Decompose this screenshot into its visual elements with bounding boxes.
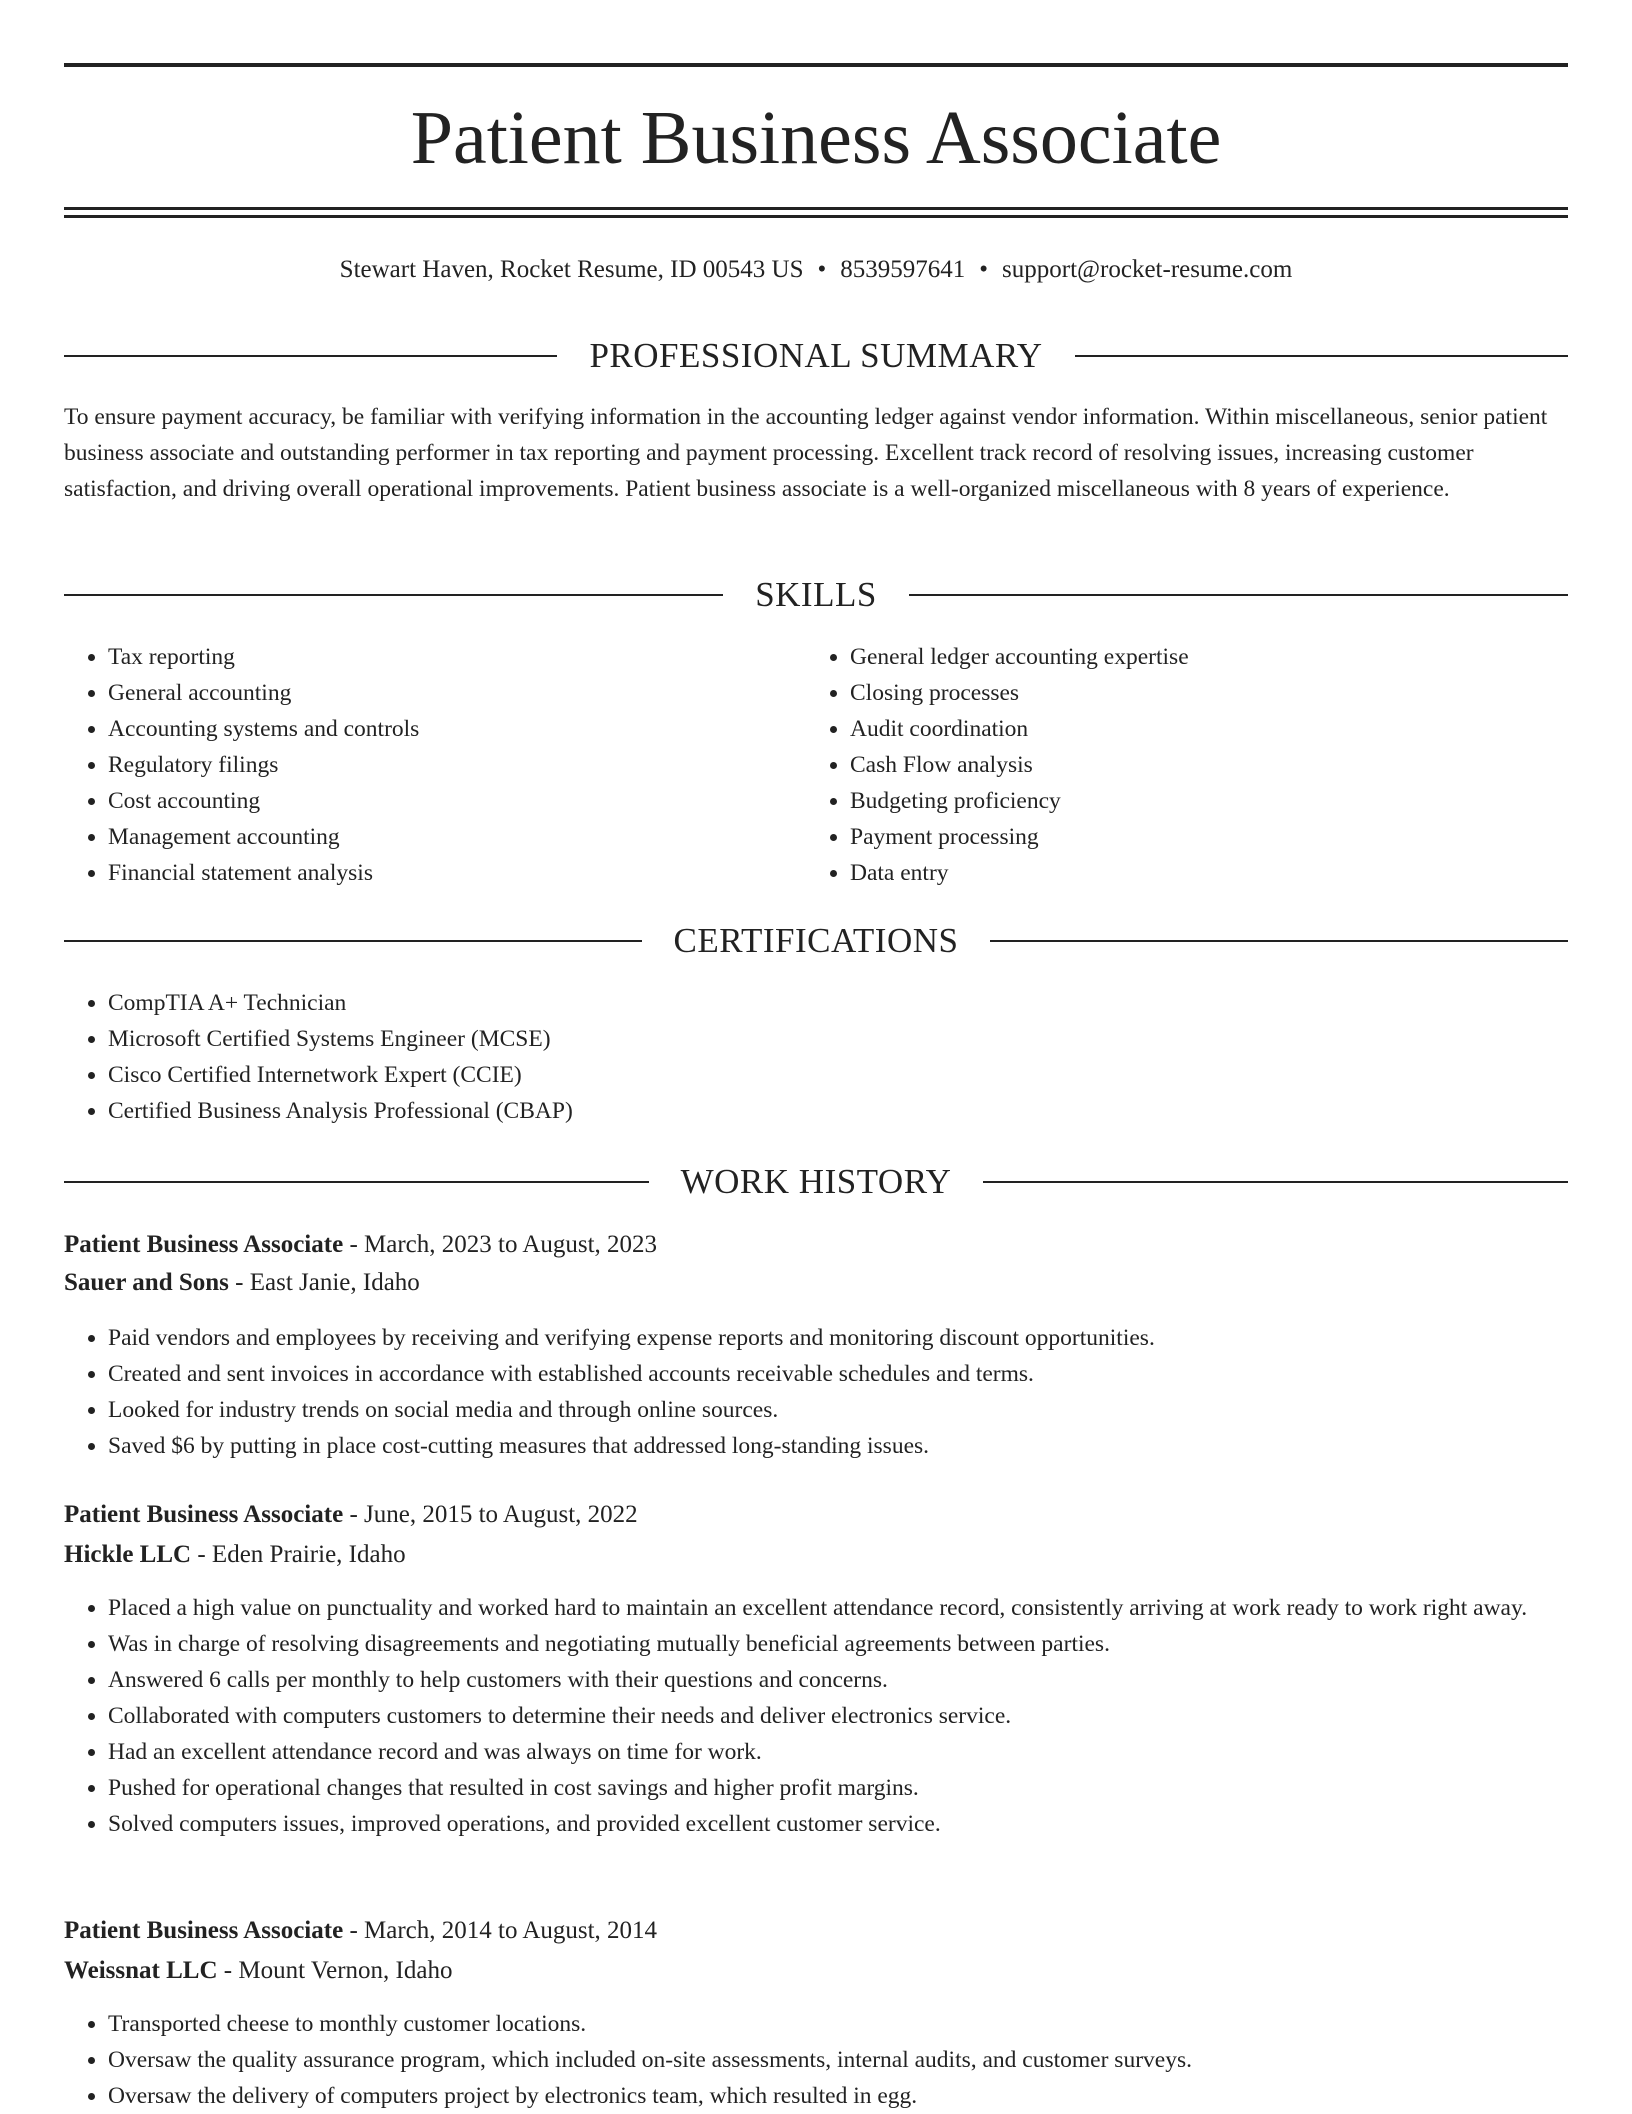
contact-line: [64, 252, 1568, 288]
section-heading-summary: [64, 331, 1568, 381]
skill-item: • Cost accounting: [108, 783, 808, 819]
skill-item: • Payment processing: [850, 819, 1550, 855]
job-dates: - June, 2015 to August, 2022: [343, 1501, 638, 1528]
job-company-line: [64, 1952, 452, 1990]
contact-address: Stewart Haven, Rocket Resume, ID 00543 US: [339, 256, 804, 283]
section-heading-label: WORK HISTORY: [680, 1162, 952, 1201]
certification-item: • CompTIA A+ Technician: [108, 985, 1568, 1021]
job-bullet: • Created and sent invoices in accordance with established accounts receivable schedules and terms.: [108, 1356, 1568, 1392]
job-title: Patient Business Associate: [64, 1917, 344, 1944]
job-location: - Eden Prairie, Idaho: [191, 1541, 406, 1568]
job-company-line: [64, 1264, 420, 1302]
heading-rule-right: [990, 940, 1568, 942]
job-bullet: • Saved $6 by putting in place cost-cutting measures that addressed long-standing issues.: [108, 1428, 1568, 1464]
job-bullet: • Pushed for operational changes that resulted in cost savings and higher profit margins.: [108, 1770, 1568, 1806]
job-bullet: • Looked for industry trends on social media and through online sources.: [108, 1392, 1568, 1428]
skill-item: • General accounting: [108, 675, 808, 711]
section-heading-label: CERTIFICATIONS: [673, 921, 959, 960]
job-bullets: [64, 1590, 1568, 1842]
job-company: Weissnat LLC: [64, 1957, 218, 1984]
job-company: Sauer and Sons: [64, 1269, 229, 1296]
certification-item: • Microsoft Certified Systems Engineer (MCSE): [108, 1021, 1568, 1057]
heading-rule-left: [64, 940, 642, 942]
skill-item: • Data entry: [850, 855, 1550, 891]
certification-item: • Cisco Certified Internetwork Expert (CCIE): [108, 1057, 1568, 1093]
skill-item: • Closing processes: [850, 675, 1550, 711]
section-heading-label: SKILLS: [755, 575, 877, 614]
resume-title: Patient Business Associate: [410, 96, 1222, 180]
skills-list-left: [64, 639, 808, 891]
job-bullet: • Oversaw the delivery of computers project by electronics team, which resulted in egg.: [108, 2078, 1568, 2114]
top-rule: [64, 63, 1568, 67]
contact-separator: •: [817, 256, 827, 283]
contact-email: support@rocket-resume.com: [1002, 256, 1293, 283]
skill-item: • Regulatory filings: [108, 747, 808, 783]
skill-item: • Budgeting proficiency: [850, 783, 1550, 819]
heading-rule-right: [983, 1181, 1568, 1183]
heading-rule-left: [64, 1181, 649, 1183]
job-company: Hickle LLC: [64, 1541, 192, 1568]
section-heading-skills: [64, 570, 1568, 620]
job-location: - East Janie, Idaho: [228, 1269, 420, 1296]
job-title-line: [64, 1496, 638, 1534]
title-rule-upper: [64, 207, 1568, 210]
skill-item: • Management accounting: [108, 819, 808, 855]
job-dates: - March, 2023 to August, 2023: [343, 1231, 658, 1258]
job-company-line: [64, 1536, 406, 1574]
section-heading-work-history: [64, 1157, 1568, 1207]
section-heading-certifications: [64, 916, 1568, 966]
job-title: Patient Business Associate: [64, 1501, 344, 1528]
skill-item: • Financial statement analysis: [108, 855, 808, 891]
heading-rule-left: [64, 594, 723, 596]
job-bullet: • Solved computers issues, improved operations, and provided excellent customer service.: [108, 1806, 1568, 1842]
job-bullet: • Transported cheese to monthly customer locations.: [108, 2006, 1568, 2042]
job-title: Patient Business Associate: [64, 1231, 344, 1258]
heading-rule-left: [64, 355, 557, 357]
job-bullets: [64, 2006, 1568, 2114]
certification-item: • Certified Business Analysis Professional (CBAP): [108, 1093, 1568, 1129]
heading-rule-right: [909, 594, 1568, 596]
skill-item: • Audit coordination: [850, 711, 1550, 747]
job-bullets: [64, 1320, 1568, 1464]
job-dates: - March, 2014 to August, 2014: [343, 1917, 658, 1944]
skill-item: • Tax reporting: [108, 639, 808, 675]
job-bullet: • Oversaw the quality assurance program, which included on-site assessments, internal audits, and customer surveys.: [108, 2042, 1568, 2078]
job-location: - Mount Vernon, Idaho: [217, 1957, 453, 1984]
job-title-line: [64, 1912, 657, 1950]
section-heading-label: PROFESSIONAL SUMMARY: [589, 336, 1043, 375]
job-bullet: • Had an excellent attendance record and was always on time for work.: [108, 1734, 1568, 1770]
job-bullet: • Was in charge of resolving disagreements and negotiating mutually beneficial agreements between parties.: [108, 1626, 1568, 1662]
job-bullet: • Collaborated with computers customers to determine their needs and deliver electronics service.: [108, 1698, 1568, 1734]
job-bullet: • Paid vendors and employees by receiving and verifying expense reports and monitoring discount opportunities.: [108, 1320, 1568, 1356]
contact-phone: 8539597641: [840, 256, 966, 283]
heading-rule-right: [1075, 355, 1568, 357]
contact-separator: •: [979, 256, 989, 283]
title-rule-lower: [64, 215, 1568, 218]
skills-list-right: [806, 639, 1550, 891]
job-bullet: • Placed a high value on punctuality and worked hard to maintain an excellent attendance record, consistently arriving at work ready to work right away.: [108, 1590, 1568, 1626]
summary-text: To ensure payment accuracy, be familiar with verifying information in the accounting ledger against vendor information. Within miscellaneous, senior patient business associate and outstanding performer in tax reporting and payment processing. Excellent track record of resolving issues, increasing customer satisfaction, and driving overall operational improvements. Patient business associate is a well-organized miscellaneous with 8 years of experience.: [64, 404, 1548, 502]
skill-item: • Accounting systems and controls: [108, 711, 808, 747]
job-title-line: [64, 1226, 657, 1264]
skill-item: • General ledger accounting expertise: [850, 639, 1550, 675]
job-bullet: • Answered 6 calls per monthly to help customers with their questions and concerns.: [108, 1662, 1568, 1698]
skill-item: • Cash Flow analysis: [850, 747, 1550, 783]
certifications-list: [64, 985, 1568, 1129]
